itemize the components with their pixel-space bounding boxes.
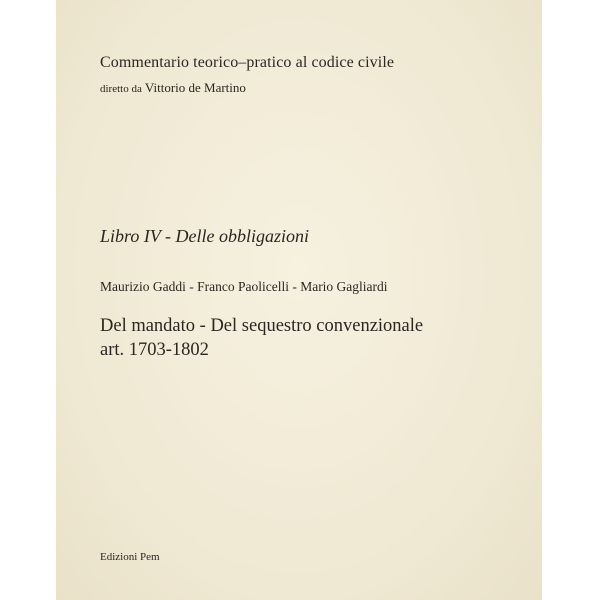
authors-line: Maurizio Gaddi - Franco Paolicelli - Mario Gagliardi	[100, 279, 388, 294]
editor-name: Vittorio de Martino	[144, 80, 246, 95]
series-title: Commentario teorico–pratico al codice civile	[100, 54, 395, 71]
title-page	[56, 0, 542, 600]
work-title	[100, 314, 423, 362]
editor-prefix: diretto da	[100, 83, 142, 95]
book-title: Libro IV - Delle obbligazioni	[100, 226, 309, 246]
series-editor	[100, 80, 246, 96]
work-title-line-2: art. 1703-1802	[100, 340, 209, 360]
work-title-line-1: Del mandato - Del sequestro convenzionale	[100, 316, 424, 336]
publisher: Edizioni Pem	[100, 551, 160, 563]
